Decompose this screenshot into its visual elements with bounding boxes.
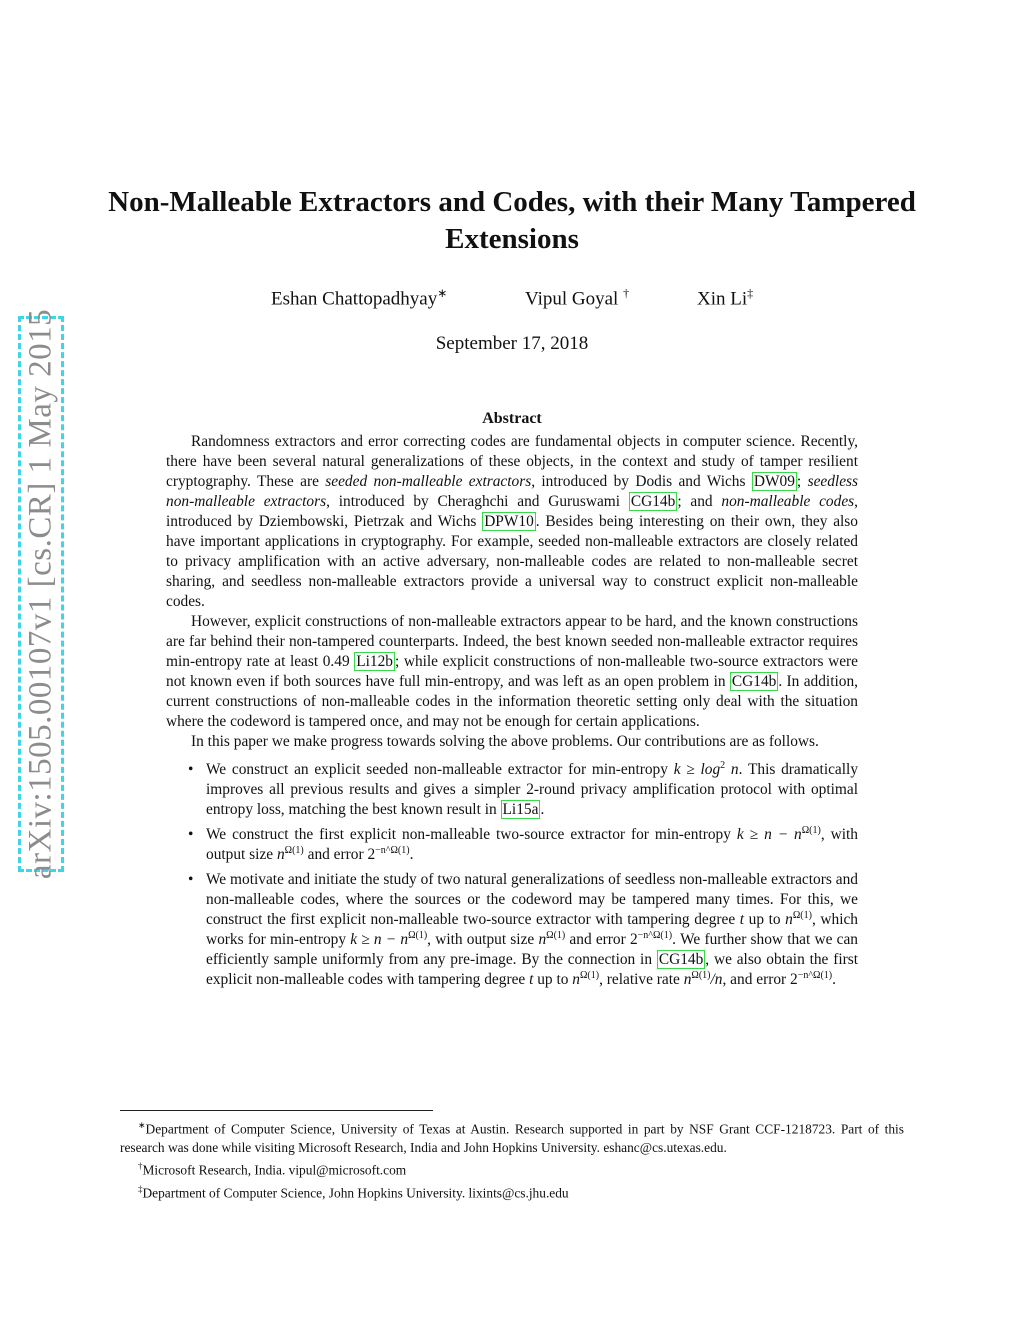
abstract-heading: Abstract xyxy=(482,410,542,427)
footnote-3: ‡Department of Computer Science, John Hopkins University. lixints@cs.jhu.edu xyxy=(138,1183,569,1201)
author-2: Vipul Goyal † xyxy=(525,286,630,310)
author-1-mark: ∗ xyxy=(437,286,448,300)
arxiv-stamp xyxy=(18,308,64,880)
author-2-mark: † xyxy=(623,286,630,300)
citation-dpw10[interactable]: DPW10 xyxy=(484,513,534,530)
citation-cg14b[interactable]: CG14b xyxy=(630,493,676,510)
footnotes xyxy=(120,1116,904,1202)
bullet-icon: • xyxy=(188,761,194,778)
citation-cg14b[interactable]: CG14b xyxy=(658,951,704,968)
bullet-icon: • xyxy=(188,826,194,843)
paper-date: September 17, 2018 xyxy=(435,333,589,354)
list-item: • We motivate and initiate the study of two natural generalizations of seedless non-malleable extractors and non-malleable codes, where the sources or the codeword may be tampered many times. For this, we construct the first explicit non-malleable two-source extractor with tampering degree t up to $n^{\Omega(1)}$, which works for min-entropy $k \ge n - n^{\Omega(1)}$, with output size $n^{\Omega(1)}$ and error $2^{-n\^{}\Omega(1)}$. We further show that we can efficiently sample uniformly from any pre-image. By the connection in CG14b , we also obtain the first explicit non-malleable codes with tampering degree t up to $n^{\Omega(1)}$, relative rate $n^{\Omega(1)}/n$, and error $2^{-n\^{}\Omega(1)}$. xyxy=(188,871,859,988)
abstract-body xyxy=(166,432,858,995)
list-item: • We construct the first explicit non-malleable two-source extractor for min-entropy $k \ge n - n^{\Omega(1)}$, with output size $n^{\Omega(1)}$ and error $2^{-n\^{}\Omega(1)}$. xyxy=(188,824,859,863)
citation-cg14b[interactable]: CG14b xyxy=(731,673,777,690)
citation-dw09[interactable]: DW09 xyxy=(753,473,795,490)
author-3: Xin Li‡ xyxy=(697,286,754,310)
footnote-2: †Microsoft Research, India. vipul@microsoft.com xyxy=(138,1161,407,1178)
arxiv-stamp-text: arXiv:1505.00107v1 [cs.CR] 1 May 2015 xyxy=(22,308,59,880)
abstract-paragraph-1: Randomness extractors and error correcting codes are fundamental objects in computer science. Recently, there have been several natural generalizations of these objects, in the context and study of tamper resilient cryptography. These are seeded non-malleable extractors, introduced by Dodis and Wichs DW09 ; seedless non-malleable extractors, introduced by Cheraghchi and Guruswami CG14b ; and non-malleable codes, introduced by Dziembowski, Pietrzak and Wichs DPW10 . Besides being interesting on their own, they also have important applications in cryptography. For example, seeded non-malleable extractors are closely related to privacy amplification with an active adversary, non-malleable codes are related to non-malleable secret sharing, and seedless non-malleable extractors provide a universal way to construct explicit non-malleable codes. xyxy=(166,433,859,610)
citation-li12b[interactable]: Li12b xyxy=(356,653,393,670)
author-3-mark: ‡ xyxy=(747,286,754,300)
paper-title: Non-Malleable Extractors and Codes, with their Many Tampered Extensions xyxy=(108,186,916,255)
abstract-paragraph-2: However, explicit constructions of non-malleable extractors appear to be hard, and the known constructions are far behind their non-tampered counterparts. Indeed, the best known seeded non-malleable extractor requires min-entropy rate at least 0.49 Li12b ; while explicit constructions of non-malleable two-source extractors were not known even if both sources have full min-entropy, and was left as an open problem in CG14b . In addition, current constructions of non-malleable codes in the information theoretic setting only deal with the situation where the codeword is tampered once, and may not be enough for certain applications. xyxy=(166,613,858,730)
author-list xyxy=(0,286,1024,310)
citation-li15a[interactable]: Li15a xyxy=(502,801,539,818)
list-item: • We construct an explicit seeded non-malleable extractor for min-entropy $k \ge \log^2 n$. This dramatically improves all previous results and gives a simpler 2-round privacy amplification protocol with optimal entropy loss, matching the best known result in Li15a . xyxy=(188,759,859,818)
footnote-1: ∗Department of Computer Science, University of Texas at Austin. Research supported in part by NSF Grant CCF-1218723. Part of this research was done while visiting Microsoft Research, India and John Hopkins University. eshanc@cs.utexas.edu. xyxy=(120,1120,904,1156)
author-1: Eshan Chattopadhyay∗ xyxy=(271,286,448,310)
contribution-list xyxy=(166,760,858,990)
bullet-icon: • xyxy=(188,871,194,888)
footnote-rule xyxy=(120,1110,433,1111)
abstract-paragraph-3: In this paper we make progress towards solving the above problems. Our contributions are as follows. xyxy=(191,733,819,750)
